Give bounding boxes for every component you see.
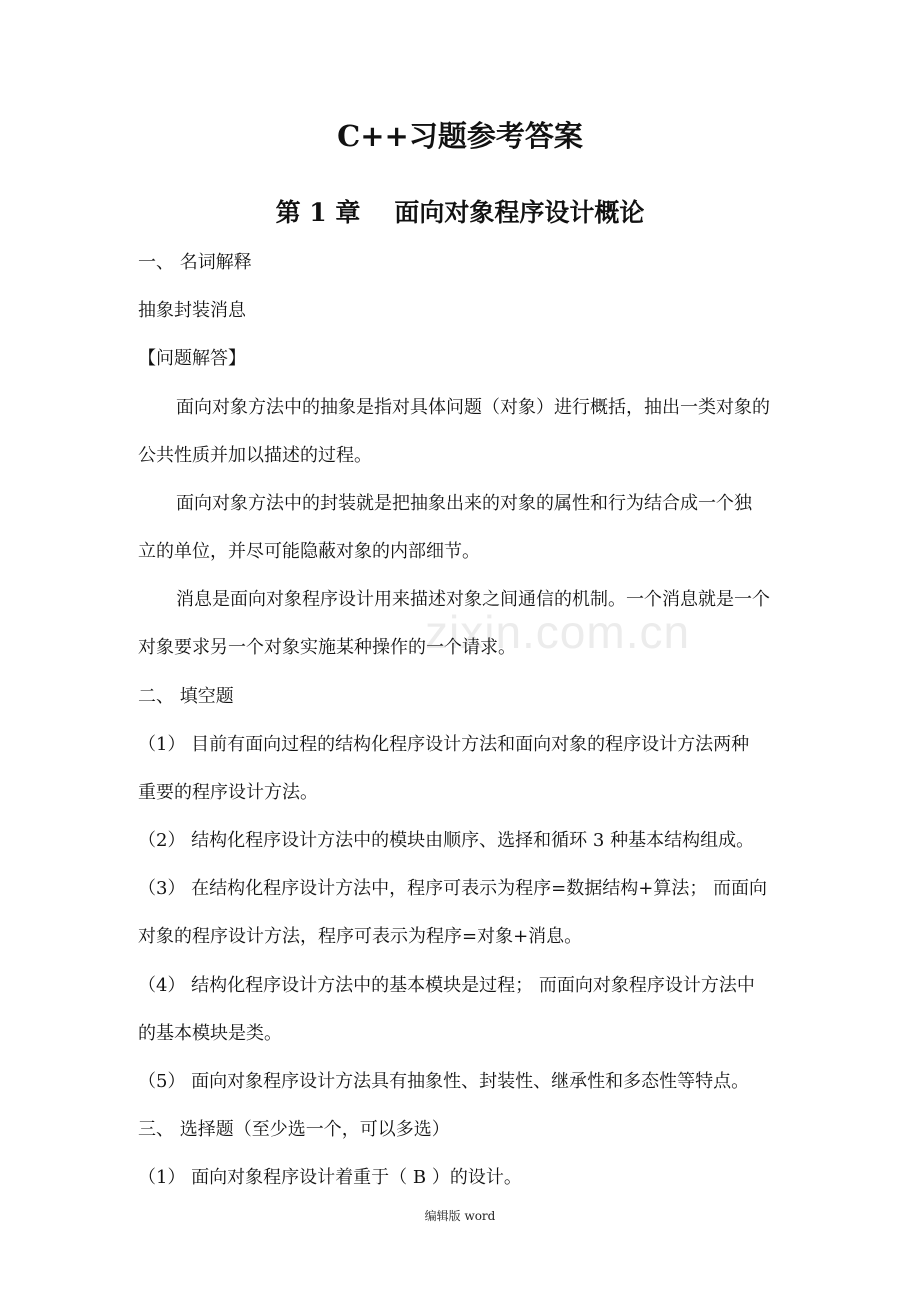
paragraph-message-2: 对象要求另一个对象实施某种操作的一个请求。 xyxy=(138,637,516,658)
fill-question-3b: 对象的程序设计方法，程序可表示为程序=对象+消息。 xyxy=(138,926,583,947)
paragraph-message-1: 消息是面向对象程序设计用来描述对象之间通信的机制。一个消息就是一个 xyxy=(176,589,770,610)
paragraph-abstraction-2: 公共性质并加以描述的过程。 xyxy=(138,445,372,466)
choice-question-1: （1） 面向对象程序设计着重于（ B ）的设计。 xyxy=(138,1167,522,1188)
paragraph-abstraction-1: 面向对象方法中的抽象是指对具体问题（对象）进行概括，抽出一类对象的 xyxy=(176,397,770,418)
paragraph-encapsulation-1: 面向对象方法中的封装就是把抽象出来的对象的属性和行为结合成一个独 xyxy=(176,493,752,514)
fill-question-5: （5） 面向对象程序设计方法具有抽象性、封装性、继承性和多态性等特点。 xyxy=(138,1071,750,1092)
fill-question-1b: 重要的程序设计方法。 xyxy=(138,782,318,803)
paragraph-encapsulation-2: 立的单位，并尽可能隐蔽对象的内部细节。 xyxy=(138,541,480,562)
chapter-number: 第 1 章 xyxy=(275,198,361,227)
terms-line: 抽象封装消息 xyxy=(138,300,246,321)
section-heading-2: 二、 填空题 xyxy=(138,686,234,707)
chapter-title: 面向对象程序设计概论 xyxy=(394,198,645,227)
page-footer: 编辑版 word xyxy=(424,1209,496,1223)
fill-question-4b: 的基本模块是类。 xyxy=(138,1023,282,1044)
fill-question-3a: （3） 在结构化程序设计方法中，程序可表示为程序=数据结构+算法； 而面向 xyxy=(138,878,768,899)
watermark: zixin.com.cn xyxy=(425,606,691,658)
fill-question-1a: （1） 目前有面向过程的结构化程序设计方法和面向对象的程序设计方法两种 xyxy=(138,734,750,755)
document-title: C++习题参考答案 xyxy=(337,119,583,153)
section-heading-3: 三、 选择题（至少选一个，可以多选） xyxy=(138,1119,450,1140)
fill-question-4a: （4） 结构化程序设计方法中的基本模块是过程； 而面向对象程序设计方法中 xyxy=(138,975,755,996)
chapter-heading xyxy=(0,193,920,229)
answer-tag: 【问题解答】 xyxy=(138,348,246,369)
fill-question-2: （2） 结构化程序设计方法中的模块由顺序、选择和循环 3 种基本结构组成。 xyxy=(138,830,755,851)
section-heading-1: 一、 名词解释 xyxy=(138,252,252,273)
